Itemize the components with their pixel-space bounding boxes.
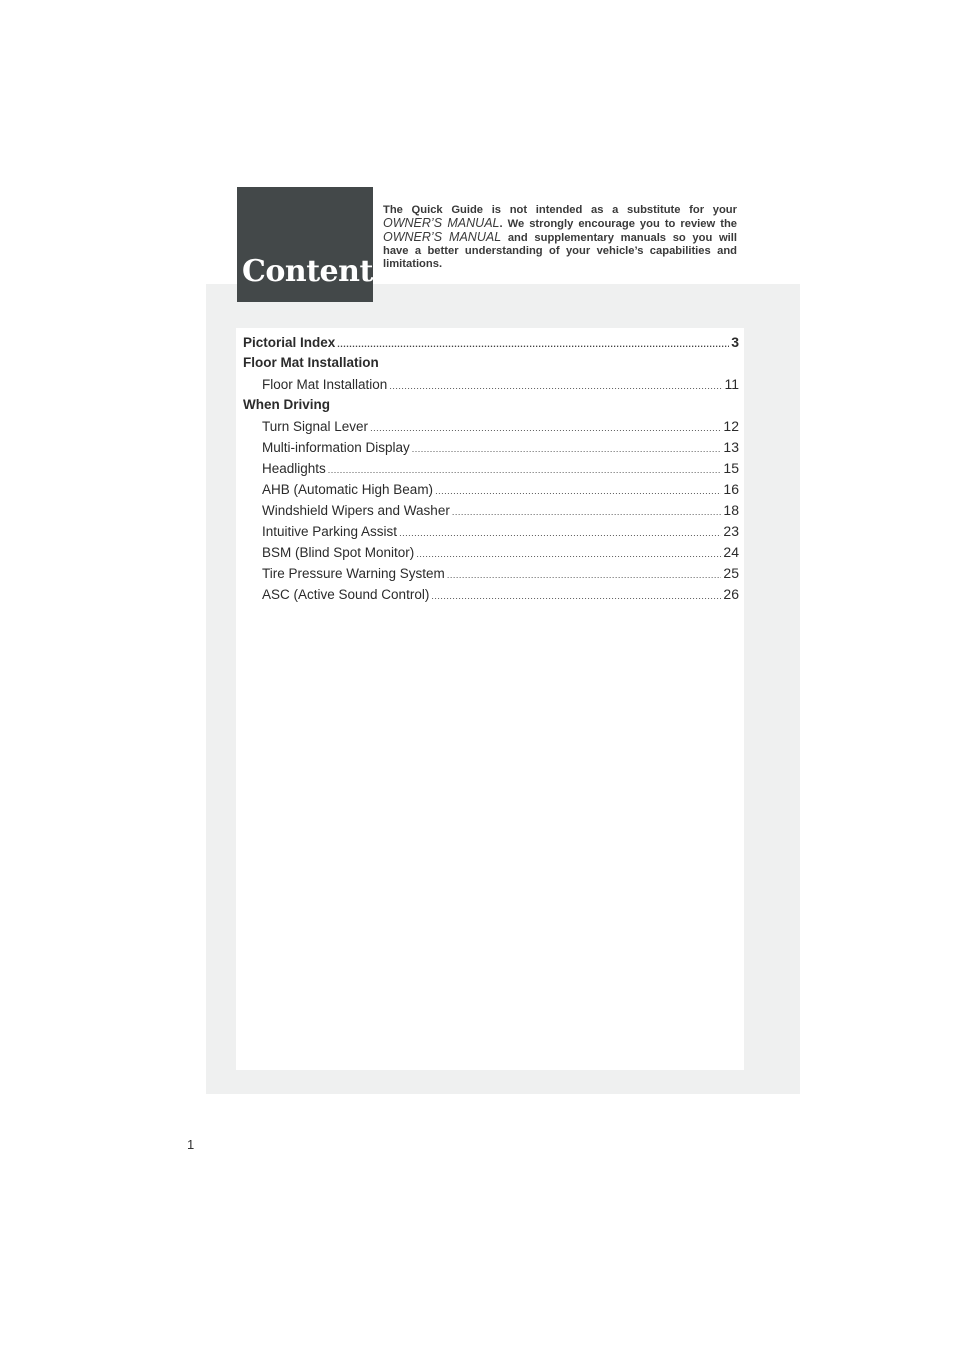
toc-entry-page: 23 bbox=[723, 523, 739, 539]
toc-leader-dots bbox=[328, 465, 722, 475]
toc-entry-label: Pictorial Index bbox=[243, 335, 336, 350]
toc-entry-multi-information-display[interactable] bbox=[243, 439, 739, 460]
toc-entry-page: 13 bbox=[723, 439, 739, 455]
toc-section-label: Floor Mat Installation bbox=[243, 355, 379, 370]
table-of-contents bbox=[243, 334, 739, 607]
toc-entry-page: 15 bbox=[723, 460, 739, 476]
toc-entry-label: Intuitive Parking Assist bbox=[262, 524, 398, 539]
toc-entry-label: Headlights bbox=[262, 461, 326, 476]
toc-section-when-driving bbox=[243, 397, 739, 418]
toc-entry-page: 11 bbox=[724, 376, 739, 392]
toc-entry-page: 24 bbox=[723, 544, 739, 560]
toc-leader-dots bbox=[399, 528, 721, 538]
toc-entry-label: BSM (Blind Spot Monitor) bbox=[262, 545, 415, 560]
toc-leader-dots bbox=[337, 339, 729, 349]
toc-entry-ahb[interactable] bbox=[243, 481, 739, 502]
intro-text-part: and supplementary manuals so you will have a better understanding of your vehicle’s capabilities and limitations. bbox=[383, 232, 737, 270]
toc-entry-headlights[interactable] bbox=[243, 460, 739, 481]
toc-leader-dots bbox=[435, 486, 721, 496]
toc-entry-bsm[interactable] bbox=[243, 544, 739, 565]
toc-entry-label: Floor Mat Installation bbox=[262, 377, 388, 392]
toc-entry-pictorial-index[interactable] bbox=[243, 334, 739, 355]
owners-manual-emphasis: OWNER’S MANUAL bbox=[383, 216, 500, 230]
toc-entry-page: 18 bbox=[723, 502, 739, 518]
toc-entry-label: Windshield Wipers and Washer bbox=[262, 503, 450, 518]
toc-leader-dots bbox=[412, 444, 722, 454]
intro-text-part: . We strongly encourage you to review the bbox=[499, 218, 738, 230]
toc-entry-page: 26 bbox=[723, 586, 739, 602]
toc-entry-label: Multi-information Display bbox=[262, 440, 410, 455]
toc-entry-turn-signal-lever[interactable] bbox=[243, 418, 739, 439]
toc-leader-dots bbox=[431, 591, 721, 601]
toc-leader-dots bbox=[370, 423, 721, 433]
toc-leader-dots bbox=[389, 381, 722, 391]
toc-entry-tire-pressure-warning[interactable] bbox=[243, 565, 739, 586]
toc-entry-label: Turn Signal Lever bbox=[262, 419, 369, 434]
toc-entry-label: ASC (Active Sound Control) bbox=[262, 587, 430, 602]
page-number: 1 bbox=[187, 1137, 195, 1152]
intro-text-part: The Quick Guide is not intended as a substitute for your bbox=[383, 204, 737, 216]
toc-entry-page: 12 bbox=[723, 418, 739, 434]
toc-entry-label: Tire Pressure Warning System bbox=[262, 566, 445, 581]
toc-leader-dots bbox=[452, 507, 722, 517]
page-title: Contents bbox=[242, 254, 390, 289]
toc-entry-intuitive-parking-assist[interactable] bbox=[243, 523, 739, 544]
toc-entry-page: 25 bbox=[723, 565, 739, 581]
toc-entry-floor-mat-installation[interactable] bbox=[243, 376, 739, 397]
toc-entry-asc[interactable] bbox=[243, 586, 739, 607]
toc-entry-windshield-wipers[interactable] bbox=[243, 502, 739, 523]
toc-entry-page: 3 bbox=[731, 334, 739, 350]
owners-manual-emphasis: OWNER’S MANUAL bbox=[383, 230, 502, 244]
toc-section-floor-mat bbox=[243, 355, 739, 376]
toc-leader-dots bbox=[447, 570, 722, 580]
toc-section-label: When Driving bbox=[243, 397, 330, 412]
toc-entry-label: AHB (Automatic High Beam) bbox=[262, 482, 434, 497]
toc-leader-dots bbox=[416, 549, 721, 559]
intro-paragraph bbox=[383, 204, 737, 271]
toc-entry-page: 16 bbox=[723, 481, 739, 497]
